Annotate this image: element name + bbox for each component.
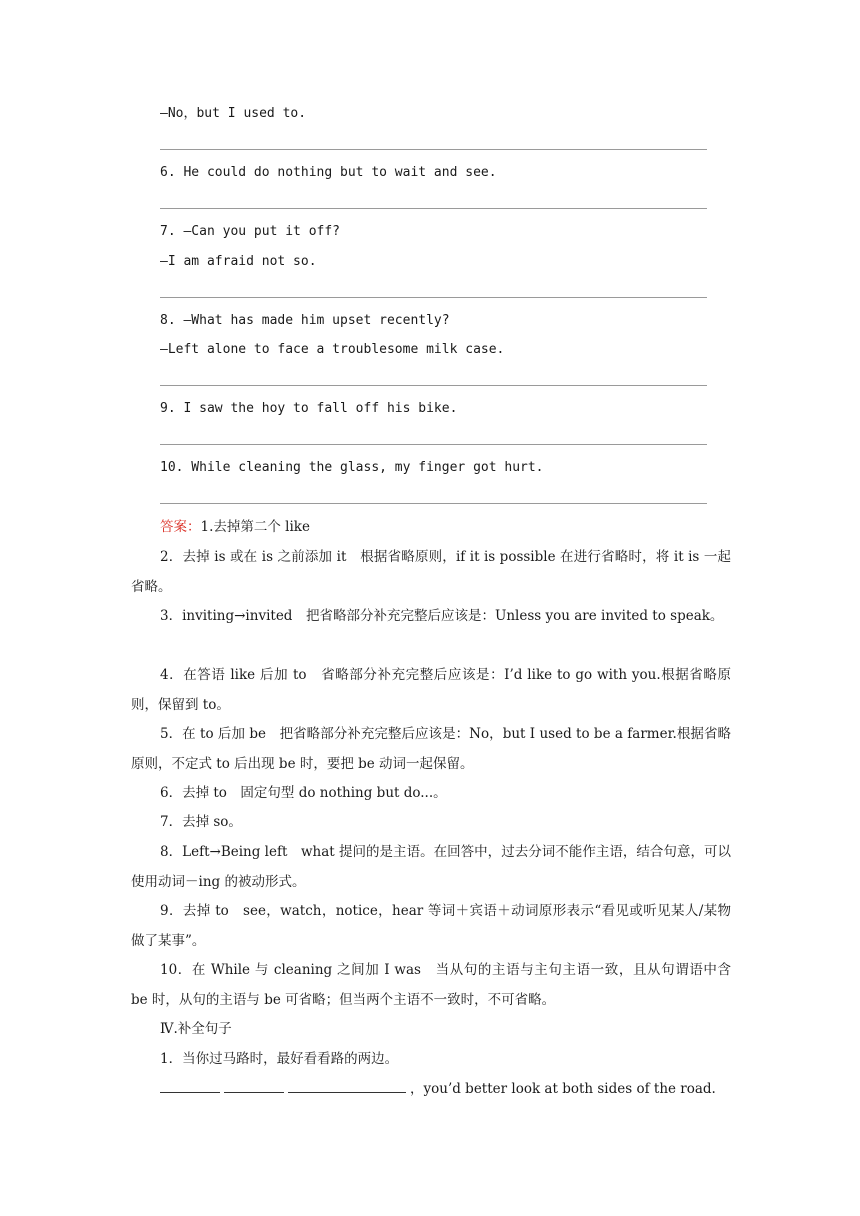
- blank-field[interactable]: [288, 1078, 406, 1093]
- sentence-tail: ，you’d better look at both sides of the road.: [410, 1081, 716, 1097]
- answer-label: 答案：: [160, 519, 201, 535]
- blank-field[interactable]: [160, 1078, 220, 1093]
- answer-4: 4．在答语 like 后加 to 省略部分补充完整后应该是：I’d like to go with you.根据省略原则，保留到 to。: [131, 667, 731, 713]
- answer-line[interactable]: [160, 503, 707, 504]
- section-4-heading: Ⅳ.补全句子: [160, 1021, 232, 1037]
- answer-line[interactable]: [160, 385, 707, 386]
- question-9: 9. I saw the hoy to fall off his bike.: [160, 401, 458, 416]
- question-7-line1: 7. —Can you put it off?: [160, 224, 341, 239]
- answer-2: 2．去掉 is 或在 is 之前添加 it 根据省略原则，if it is possible 在进行省略时，将 it is 一起省略。: [131, 549, 731, 595]
- answer-line[interactable]: [160, 297, 707, 298]
- answer-line[interactable]: [160, 208, 707, 209]
- question-5-reply: —No，but I used to.: [160, 106, 307, 121]
- answer-5: 5．在 to 后加 be 把省略部分补充完整后应该是：No，but I used to be a farmer.根据省略原则，不定式 to 后出现 be 时，要把 be 动词一起保留。: [131, 726, 731, 772]
- answer-8: 8．Left→Being left what 提问的是主语。在回答中，过去分词不能作主语，结合句意，可以使用动词－ing 的被动形式。: [131, 844, 731, 890]
- question-10: 10. While cleaning the glass, my finger got hurt.: [160, 460, 544, 475]
- answer-line[interactable]: [160, 444, 707, 445]
- answer-3: 3．inviting→invited 把省略部分补充完整后应该是：Unless you are invited to speak。: [160, 608, 724, 624]
- blank-field[interactable]: [224, 1078, 284, 1093]
- answer-6: 6．去掉 to 固定句型 do nothing but do...。: [160, 785, 447, 801]
- section-4-question-1: 1．当你过马路时，最好看看路的两边。: [160, 1051, 399, 1067]
- answer-1-text: 1.去掉第二个 like: [200, 519, 310, 535]
- question-8-line1: 8. —What has made him upset recently?: [160, 313, 450, 328]
- question-7-line2: —I am afraid not so.: [160, 254, 317, 269]
- answer-7: 7．去掉 so。: [160, 814, 242, 830]
- answer-1: [131, 513, 731, 543]
- question-8-line2: —Left alone to face a troublesome milk case.: [160, 342, 505, 357]
- answer-line[interactable]: [160, 149, 707, 150]
- section-4-answer-1: [160, 1078, 730, 1099]
- answer-9: 9．去掉 to see，watch，notice，hear 等词＋宾语＋动词原形表示“看见或听见某人/某物做了某事”。: [131, 903, 731, 949]
- question-6: 6. He could do nothing but to wait and see.: [160, 165, 497, 180]
- answer-10: 10．在 While 与 cleaning 之间加 I was 当从句的主语与主句主语一致，且从句谓语中含 be 时，从句的主语与 be 可省略；但当两个主语不一致时，不可省略。: [131, 962, 731, 1008]
